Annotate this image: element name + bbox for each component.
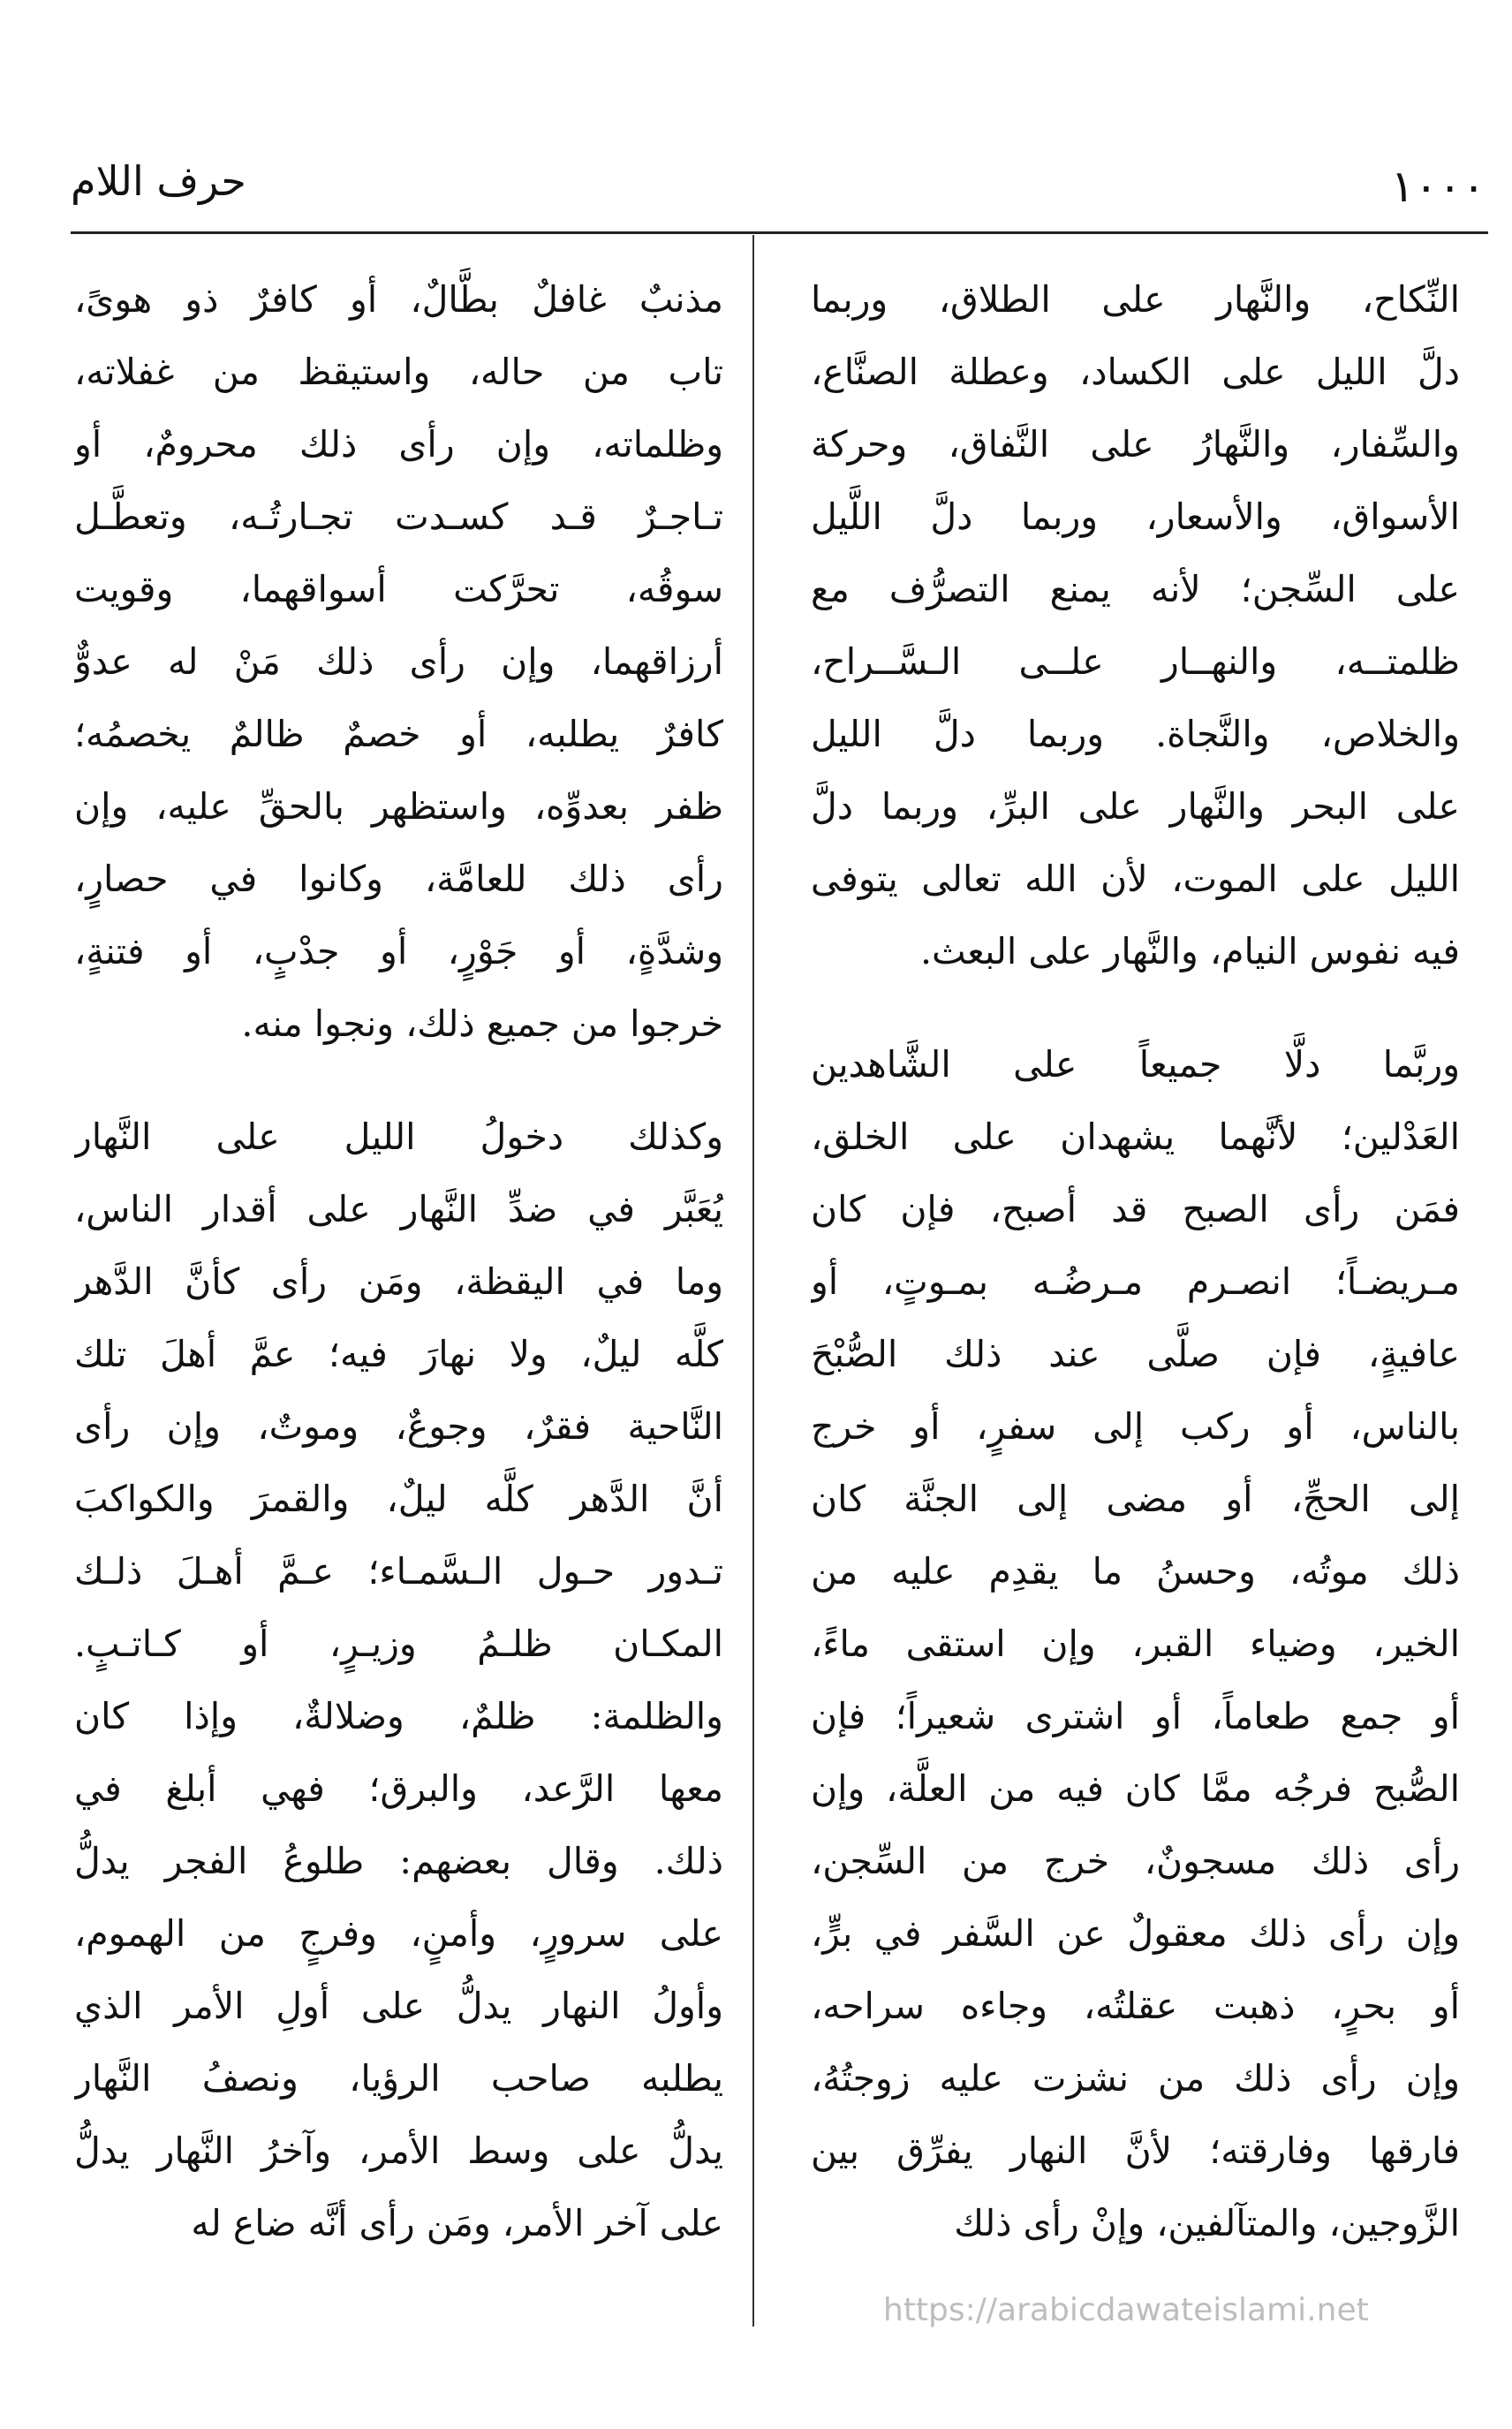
text-line: بالناس، أو ركب إلى سفرٍ، أو خرج bbox=[811, 1405, 1460, 1448]
text-line: ظفر بعدوِّه، واستظهر بالحقِّ عليه، وإن bbox=[74, 785, 723, 828]
text-line: ظلمتــه، والنهــار علــى الـسَّــراح، bbox=[811, 640, 1460, 683]
text-line: الأسواق، والأسعار، وربما دلَّ اللَّيل bbox=[811, 496, 1460, 538]
text-line: يطلبه صاحب الرؤيا، ونصفُ النَّهار bbox=[74, 2057, 723, 2100]
text-line: أرزاقهما، وإن رأى ذلك مَنْ له عدوٌّ bbox=[74, 640, 723, 683]
text-line: وما في اليقظة، ومَن رأى كأنَّ الدَّهر bbox=[74, 1260, 723, 1303]
text-line: وظلماته، وإن رأى ذلك محرومٌ، أو bbox=[74, 423, 723, 465]
text-line: خرجوا من جميع ذلك، ونجوا منه. bbox=[241, 1003, 723, 1045]
text-line: وشدَّةٍ، أو جَوْرٍ، أو جدْبٍ، أو فتنةٍ، bbox=[74, 930, 723, 972]
text-line: مـريضـاً؛ انصـرم مـرضُـه بمـوتٍ، أو bbox=[811, 1260, 1460, 1303]
text-line: دلَّ الليل على الكساد، وعطلة الصنَّاع، bbox=[811, 351, 1460, 393]
text-line: والسِّفار، والنَّهارُ على النَّفاق، وحركة bbox=[811, 423, 1460, 465]
text-line: وكذلك دخولُ الليل على النَّهار bbox=[74, 1116, 723, 1158]
text-line: على البحر والنَّهار على البرِّ، وربما دلَّ bbox=[811, 785, 1460, 828]
text-line: تاب من حاله، واستيقظ من غفلاته، bbox=[74, 351, 723, 393]
text-line: الصُّبح فرجُه ممَّا كان فيه من العلَّة، وإن bbox=[811, 1767, 1460, 1810]
text-line: العَدْلين؛ لأنَّهما يشهدان على الخلق، bbox=[811, 1116, 1460, 1158]
text-line: أو بحرٍ، ذهبت عقلتُه، وجاءه سراحه، bbox=[811, 1985, 1460, 2027]
text-line: على سرورٍ، وأمنٍ، وفرجٍ من الهموم، bbox=[74, 1912, 723, 1955]
watermark: https://arabicdawateislami.net bbox=[883, 2292, 1369, 2328]
text-line: الخير، وضياء القبر، وإن استقى ماءً، bbox=[811, 1623, 1460, 1665]
text-line: رأى ذلك للعامَّة، وكانوا في حصارٍ، bbox=[74, 858, 723, 900]
text-line: عافيةٍ، فإن صلَّى عند ذلك الصُّبْحَ bbox=[811, 1333, 1460, 1375]
text-line: إلى الحجِّ، أو مضى إلى الجنَّة كان bbox=[811, 1478, 1460, 1520]
text-line: تـدور حـول الـسَّمـاء؛ عـمَّ أهـلَ ذلـك bbox=[74, 1550, 723, 1593]
text-line: كلَّه ليلٌ، ولا نهارَ فيه؛ عمَّ أهلَ تلك bbox=[74, 1333, 723, 1375]
text-line: أو جمع طعاماً، أو اشترى شعيراً؛ فإن bbox=[811, 1695, 1460, 1737]
text-line: على السِّجن؛ لأنه يمنع التصرُّف مع bbox=[811, 568, 1460, 610]
text-line: والخلاص، والنَّجاة. وربما دلَّ الليل bbox=[811, 713, 1460, 755]
text-line: تـاجـرٌ قـد كسـدت تجـارتُـه، وتعطَّـل bbox=[74, 496, 723, 538]
text-line: النِّكاح، والنَّهار على الطلاق، وربما bbox=[811, 278, 1460, 321]
left-column bbox=[74, 263, 723, 2259]
text-line: كافرٌ يطلبه، أو خصمٌ ظالمٌ يخصمُه؛ bbox=[74, 713, 723, 755]
text-line: وربَّما دلَّا جميعاً على الشَّاهدين bbox=[811, 1043, 1460, 1086]
paragraph-gap bbox=[74, 1060, 723, 1101]
text-line: على آخر الأمر، ومَن رأى أنَّه ضاع له bbox=[191, 2202, 723, 2244]
header-rule bbox=[71, 231, 1488, 234]
text-line: الزَّوجين، والمتآلفين، وإنْ رأى ذلك bbox=[954, 2202, 1460, 2244]
page-number: ١٠٠٠ bbox=[1390, 161, 1486, 212]
text-line: النَّاحية فقرٌ، وجوعٌ، وموتٌ، وإن رأى bbox=[74, 1405, 723, 1448]
text-line: فمَن رأى الصبح قد أصبح، فإن كان bbox=[811, 1188, 1460, 1230]
text-line: المكـان ظلـمُ وزيـرٍ، أو كـاتـبٍ. bbox=[74, 1623, 723, 1665]
text-line: معها الرَّعد، والبرق؛ فهي أبلغ في bbox=[74, 1767, 723, 1810]
text-line: سوقُه، تحرَّكت أسواقهما، وقويت bbox=[74, 568, 723, 610]
text-line: فيه نفوس النيام، والنَّهار على البعث. bbox=[919, 930, 1460, 972]
text-line: أنَّ الدَّهر كلَّه ليلٌ، والقمرَ والكواكبَ bbox=[74, 1478, 723, 1520]
text-line: رأى ذلك مسجونٌ، خرج من السِّجن، bbox=[811, 1840, 1460, 1882]
text-line: ذلك موتُه، وحسنُ ما يقدِم عليه من bbox=[811, 1550, 1460, 1593]
text-line: والظلمة: ظلمٌ، وضلالةٌ، وإذا كان bbox=[74, 1695, 723, 1737]
paragraph-gap bbox=[811, 987, 1460, 1028]
running-head: حرف اللام bbox=[71, 157, 246, 205]
text-line: وإن رأى ذلك معقولٌ عن السَّفر في برٍّ، bbox=[811, 1912, 1460, 1955]
text-line: يُعَبَّر في ضدِّ النَّهار على أقدار الناس، bbox=[74, 1188, 723, 1230]
text-line: وإن رأى ذلك من نشزت عليه زوجتُهُ، bbox=[811, 2057, 1460, 2100]
text-line: وأولُ النهار يدلُّ على أولِ الأمر الذي bbox=[74, 1985, 723, 2027]
text-line: ذلك. وقال بعضهم: طلوعُ الفجر يدلُّ bbox=[74, 1840, 723, 1882]
text-line: فارقها وفارقته؛ لأنَّ النهار يفرِّق بين bbox=[811, 2130, 1460, 2172]
right-column bbox=[811, 263, 1460, 2259]
text-line: يدلُّ على وسط الأمر، وآخرُ النَّهار يدلُّ bbox=[74, 2130, 723, 2172]
text-line: الليل على الموت، لأن الله تعالى يتوفى bbox=[811, 858, 1460, 900]
text-line: مذنبٌ غافلٌ بطَّالٌ، أو كافرٌ ذو هوىً، bbox=[74, 278, 723, 321]
column-rule bbox=[752, 235, 754, 2327]
